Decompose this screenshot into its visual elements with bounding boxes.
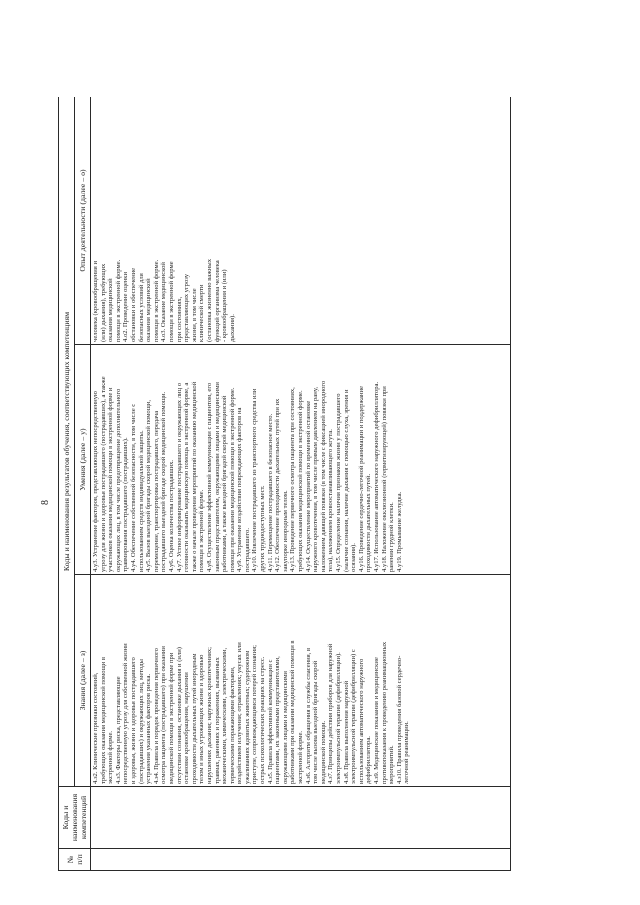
text-line: безопасных условий для: [137, 273, 145, 342]
text-line: пациентами, их законными представителями,: [274, 656, 282, 784]
text-line: дыхания).: [228, 314, 236, 342]
text-line: 4.у14. Осуществление мероприятий по временной остановке: [304, 400, 312, 572]
text-line: остановке кровообращения, нарушении: [183, 672, 191, 784]
text-line: механическими, химическими, электрическими,: [221, 647, 229, 784]
competency-table-wrapper: [58, 97, 556, 871]
page-number: 8: [40, 500, 51, 505]
text-line: 4.у10. Извлечение пострадавшего из транспортного средства или: [251, 388, 259, 572]
text-line: (остановка жизненно важных: [205, 258, 213, 342]
text-line: (или) дыхания), требующих: [99, 263, 107, 342]
header-experience: Опыт деятельности (далее – о): [75, 97, 91, 345]
text-line: медицинской помощи в экстренной форме при: [167, 652, 175, 784]
text-line: жизни, в том числе: [190, 288, 198, 342]
text-line: угрозу для жизни и здоровья пострадавшего (пострадавших), а также: [99, 376, 107, 572]
text-line: 4.о2. Проведение оценки: [122, 271, 130, 342]
text-line: окружающих лиц, в том числе предотвращение дополнительного: [114, 388, 122, 572]
text-line: 4.у11. Перемещение пострадавшего в безопасное место.: [266, 413, 274, 572]
text-line: осмотра пациента (пострадавшего) при оказании: [160, 646, 168, 784]
text-line: - кровообращения и (или): [221, 269, 229, 342]
table-row: [91, 97, 511, 871]
text-line: 4.з8. Правила выполнения наружной: [342, 680, 350, 784]
cell-competencies: [91, 787, 511, 849]
text-line: 4.у4. Обеспечение собственной безопасности, в том числе с: [129, 403, 137, 572]
text-line: непосредственную угрозу для собственной жизни: [122, 643, 130, 784]
cell-skills: [91, 345, 511, 575]
text-line: отсутствии сознания, остановке дыхания и (или): [175, 647, 183, 784]
text-line: помощи в экстренной форме: [167, 261, 175, 342]
text-line: представляющих угрозу: [183, 273, 191, 342]
text-line: помощи при оказании медицинской помощи в экстренной форме.: [228, 387, 236, 572]
text-line: травмирования пострадавшего (пострадавших).: [122, 437, 130, 572]
text-line: 4.з7. Принципы действия приборов для наружной: [327, 643, 335, 784]
header-results: Коды и наименования результатов обучения, соответствующих компетенциям: [59, 97, 75, 787]
text-line: 4.у5. Вызов выездной бригады скорой медицинской помощи,: [145, 400, 153, 572]
text-line: проходимости дыхательных путей инородным: [190, 653, 198, 784]
cell-knowledge: [91, 575, 511, 787]
text-line: 4.з2. Клинические признаки состояний,: [92, 672, 99, 784]
text-line: осязания).: [350, 543, 358, 572]
text-line: травмах, ранениях и поражениях, вызванных: [213, 657, 221, 784]
text-line: (пострадавших) и окружающих лиц, методы: [137, 659, 145, 784]
text-line: 4.з5. Правила эффективной коммуникации с: [266, 659, 274, 784]
text-line: легочной реанимации.: [403, 721, 411, 784]
text-line: 4.у19. Промывание желудка.: [395, 491, 403, 572]
text-line: медицинской помощи.: [319, 720, 327, 784]
text-line: пострадавшего.: [243, 528, 251, 572]
text-line: 4.у18. Наложение окклюзионной (герметизирующей) повязки при: [380, 386, 388, 572]
text-line: 4.з6. Алгоритм обращения в службы спасения, в: [304, 647, 312, 784]
text-line: оказания медицинской: [145, 278, 153, 342]
text-line: наложением давящей повязки (в том числе с фиксацией инородного: [319, 380, 327, 572]
text-line: участников оказания медицинской помощи в экстренной форме и: [107, 387, 115, 572]
text-line: 4.з9. Медицинские показания и медицинские: [372, 657, 380, 784]
text-line: 4.у9. Устранение воздействия повреждающих факторов на: [236, 407, 244, 572]
text-line: электроимпульсной терапии (дефибрилляции).: [335, 652, 342, 784]
text-line: 4.з3. Факторы риска, представляющие: [114, 676, 122, 784]
text-line: 4.у12. Обеспечение проходимости дыхательных путей при их: [274, 398, 282, 572]
text-line: нарушениях дыхания; наружных кровотечениях;: [205, 646, 213, 784]
text-line: человека (кровообращения и: [92, 260, 99, 342]
text-line: также о начале проведения мероприятий по оказанию медицинской: [190, 381, 198, 572]
text-line: воздействием излучения; отравлениях; укусах или: [236, 642, 244, 784]
text-line: ранении грудной клетки.: [388, 502, 396, 572]
text-line: 4.з4. Правила и порядок проведения первичного: [152, 648, 160, 784]
text-line: готовности оказывать медицинскую помощь в экстренной форме, а: [183, 382, 191, 572]
text-line: перемещение, транспортировка пострадавшего, передача: [152, 410, 160, 572]
text-line: 4.у16. Проведение сердечно-легочной реанимации и поддержание: [357, 386, 365, 572]
text-line: при состояниях,: [175, 296, 183, 342]
text-line: дефибриллятора.: [365, 736, 373, 784]
text-line: 4.з10. Правила проведения базовой сердечно-: [395, 655, 403, 784]
text-line: острых психологических реакциях на стресс.: [259, 656, 267, 784]
text-line: законным представителем, окружающими лицами и медицинскими: [213, 382, 221, 572]
text-line: работниками, а также выездной бригадой скорой медицинской: [221, 395, 229, 572]
text-line: оказания медицинской: [107, 278, 115, 342]
text-line: требующих оказания медицинской помощи в экстренной форме.: [297, 390, 305, 572]
text-line: функций организма человека: [213, 260, 221, 342]
text-line: том числе вызова выездной бригады скорой: [312, 660, 320, 784]
competency-table: [58, 97, 511, 871]
text-line: помощи в экстренной форме.: [152, 259, 160, 342]
text-line: помощи в экстренной форме.: [114, 259, 122, 342]
text-line: мероприятий.: [388, 745, 396, 784]
text-line: электроимпульсной терапии (дефибрилляции) с: [350, 649, 358, 784]
table-header-row-top: [59, 97, 75, 871]
text-line: приступе, сопровождающимся потерей сознания;: [251, 645, 259, 784]
text-line: и здоровья, жизни и здоровья пострадавшего: [129, 657, 137, 784]
text-line: закупорке инородным телом.: [281, 490, 289, 572]
text-line: 4.у8. Осуществление эффективной коммуникации с пациентом, его: [205, 382, 213, 572]
text-line: тела), наложением кровоостанавливающего жгута.: [327, 429, 335, 572]
text-line: термическими поражающими факторами,: [228, 666, 236, 784]
header-competencies: Коды и наименования компетенций: [59, 787, 91, 849]
text-line: окружающими лицами и медицинскими: [281, 671, 289, 784]
text-line: экстренной форме.: [107, 730, 115, 784]
header-knowledge: Знания (далее – з): [75, 575, 91, 787]
text-line: 4.у13. Проведение первичного осмотра пациента при состояниях,: [289, 387, 297, 572]
text-line: наружного кровотечения, в том числе прямым давлением на рану,: [312, 386, 320, 572]
text-line: клинической смерти: [198, 284, 206, 342]
text-line: (наличие сознания, наличие дыхания с помощью слуха, зрения и: [342, 389, 350, 572]
text-line: проходимости дыхательных путей.: [365, 473, 373, 572]
text-line: работниками при оказании медицинской помощи в: [289, 640, 297, 784]
rotated-page-content: [0, 59, 572, 905]
header-skills: Умения (далее – у): [75, 345, 91, 575]
text-line: экстренной форме.: [297, 730, 305, 784]
cell-number: [91, 849, 511, 871]
text-line: пострадавшего выездной бригаде скорой медицинской помощи.: [160, 391, 168, 572]
text-line: обстановки и обеспечение: [129, 267, 137, 342]
text-line: других труднодоступных мест.: [259, 485, 267, 572]
text-line: телом и иных угрожающих жизни и здоровью: [198, 654, 206, 784]
text-line: 4.у3. Устранение факторов, представляющих непосредственную: [92, 391, 99, 572]
cell-experience: [91, 97, 511, 345]
text-line: противопоказания к проведению реанимационных: [380, 641, 388, 784]
table-header-row-sub: [75, 97, 91, 871]
header-number: № п/п: [59, 849, 91, 871]
text-line: помощи в экстренной форме.: [198, 489, 206, 572]
text-line: устранения указанных факторов риска.: [145, 673, 153, 784]
text-line: 4.у6. Оценка количества пострадавших.: [167, 459, 175, 572]
text-line: использованием автоматического наружного: [357, 658, 365, 784]
text-line: 4.у15. Определение наличия признаков жизни у пострадавшего: [335, 393, 342, 572]
text-line: 4.о3. Оказание медицинской: [160, 262, 168, 342]
text-line: 4.у7. Устное информирование пострадавшего и окружающих лиц о: [175, 382, 183, 572]
text-line: ужаливаниях ядовитых животных; судорожном: [243, 650, 251, 784]
text-line: 4.у17. Использование автоматического наружного дефибриллятора.: [372, 381, 380, 572]
text-line: использованием средств индивидуальной защиты.: [137, 430, 145, 572]
text-line: требующих оказания медицинской помощи в: [99, 657, 107, 784]
